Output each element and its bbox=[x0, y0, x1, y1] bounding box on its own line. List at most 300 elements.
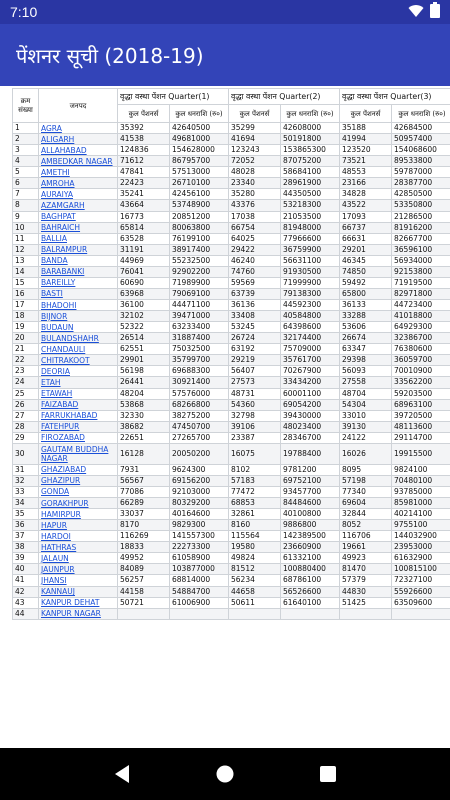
cell-pensioners-q2: 29219 bbox=[229, 355, 281, 366]
cell-serial: 43 bbox=[13, 597, 39, 608]
cell-pensioners-q1: 22651 bbox=[118, 432, 170, 443]
district-link[interactable]: KANNAUJ bbox=[41, 587, 75, 597]
table-row bbox=[13, 233, 450, 244]
table-row bbox=[13, 167, 450, 178]
home-icon[interactable] bbox=[210, 759, 240, 789]
cell-amount-q2: 44350500 bbox=[281, 189, 340, 200]
cell-pensioners-q1: 33037 bbox=[118, 509, 170, 520]
cell-pensioners-q2: 81512 bbox=[229, 564, 281, 575]
table-row bbox=[13, 156, 450, 167]
cell-pensioners-q3: 65800 bbox=[340, 288, 392, 299]
cell-amount-q1: 53748900 bbox=[170, 200, 229, 211]
cell-pensioners-q3: 29398 bbox=[340, 355, 392, 366]
cell-pensioners-q1: 63968 bbox=[118, 288, 170, 299]
cell-pensioners-q1: 48204 bbox=[118, 388, 170, 399]
cell-pensioners-q3: 53606 bbox=[340, 322, 392, 333]
district-link[interactable]: FAIZABAD bbox=[41, 400, 79, 410]
cell-pensioners-q2: 54360 bbox=[229, 399, 281, 410]
cell-amount-q1: 76199100 bbox=[170, 233, 229, 244]
status-bar bbox=[0, 0, 450, 24]
cell-pensioners-q1: 47841 bbox=[118, 167, 170, 178]
cell-amount-q1: 22273300 bbox=[170, 542, 229, 553]
cell-amount-q3: 42850500 bbox=[392, 189, 450, 200]
cell-amount-q3: 85981000 bbox=[392, 498, 450, 509]
district-link[interactable]: AMETHI bbox=[41, 167, 70, 177]
cell-amount-q3: 68963100 bbox=[392, 399, 450, 410]
cell-amount-q3: 40214100 bbox=[392, 509, 450, 520]
cell-pensioners-q3: 43522 bbox=[340, 200, 392, 211]
cell-amount-q3: 56934000 bbox=[392, 255, 450, 266]
cell-amount-q2: 93457700 bbox=[281, 486, 340, 497]
cell-pensioners-q3: 24122 bbox=[340, 432, 392, 443]
cell-amount-q3: 100815100 bbox=[392, 564, 450, 575]
cell-pensioners-q1: 71612 bbox=[118, 156, 170, 167]
district-link[interactable]: GHAZIPUR bbox=[41, 476, 81, 486]
cell-serial: 27 bbox=[13, 410, 39, 421]
cell-pensioners-q1: 7931 bbox=[118, 464, 170, 475]
cell-pensioners-q3: 33010 bbox=[340, 410, 392, 421]
table-row bbox=[13, 520, 450, 531]
cell-amount-q1: 44471100 bbox=[170, 300, 229, 311]
cell-amount-q2: 50191800 bbox=[281, 134, 340, 145]
cell-district bbox=[39, 233, 118, 244]
header-amount-q2: कुल धनराशि (रु०) bbox=[281, 105, 340, 123]
cell-pensioners-q1: 16128 bbox=[118, 443, 170, 464]
cell-pensioners-q3: 35188 bbox=[340, 123, 392, 134]
cell-pensioners-q1: 38682 bbox=[118, 421, 170, 432]
cell-pensioners-q3: 29201 bbox=[340, 244, 392, 255]
cell-pensioners-q1: 84089 bbox=[118, 564, 170, 575]
district-link[interactable]: AMBEDKAR NAGAR bbox=[41, 156, 113, 166]
cell-district bbox=[39, 575, 118, 586]
cell-serial: 44 bbox=[13, 608, 39, 619]
table-row bbox=[13, 475, 450, 486]
cell-pensioners-q2: 36136 bbox=[229, 300, 281, 311]
cell-pensioners-q1: 32330 bbox=[118, 410, 170, 421]
cell-amount-q3: 81916200 bbox=[392, 222, 450, 233]
cell-amount-q3: 44723400 bbox=[392, 300, 450, 311]
cell-pensioners-q2: 68853 bbox=[229, 498, 281, 509]
navigation-bar bbox=[0, 748, 450, 800]
app-bar bbox=[0, 24, 450, 86]
cell-pensioners-q2: 41694 bbox=[229, 134, 281, 145]
cell-pensioners-q1: 22423 bbox=[118, 178, 170, 189]
cell-pensioners-q2: 63739 bbox=[229, 288, 281, 299]
cell-amount-q1: 79069100 bbox=[170, 288, 229, 299]
table-row bbox=[13, 200, 450, 211]
cell-serial: 25 bbox=[13, 388, 39, 399]
cell-amount-q2: 87075200 bbox=[281, 156, 340, 167]
cell-district bbox=[39, 145, 118, 156]
district-link[interactable]: BALLIA bbox=[41, 234, 67, 244]
cell-pensioners-q3: 19661 bbox=[340, 542, 392, 553]
district-link[interactable]: CHANDAULI bbox=[41, 344, 86, 354]
table-row bbox=[13, 608, 450, 619]
cell-district bbox=[39, 366, 118, 377]
district-link[interactable]: BAREILLY bbox=[41, 278, 76, 288]
cell-serial: 15 bbox=[13, 277, 39, 288]
cell-pensioners-q2: 66754 bbox=[229, 222, 281, 233]
cell-amount-q3: 9755100 bbox=[392, 520, 450, 531]
cell-pensioners-q3: 69604 bbox=[340, 498, 392, 509]
cell-amount-q3: 32386700 bbox=[392, 333, 450, 344]
cell-pensioners-q2: 46240 bbox=[229, 255, 281, 266]
cell-amount-q1: 86795700 bbox=[170, 156, 229, 167]
cell-pensioners-q2: 59569 bbox=[229, 277, 281, 288]
cell-amount-q3: 21286500 bbox=[392, 211, 450, 222]
cell-pensioners-q3: 26674 bbox=[340, 333, 392, 344]
cell-pensioners-q3: 36133 bbox=[340, 300, 392, 311]
cell-pensioners-q2: 57183 bbox=[229, 475, 281, 486]
cell-pensioners-q1: 35392 bbox=[118, 123, 170, 134]
district-link[interactable]: FATEHPUR bbox=[41, 422, 80, 432]
cell-pensioners-q2: 123243 bbox=[229, 145, 281, 156]
cell-pensioners-q3: 8095 bbox=[340, 464, 392, 475]
cell-pensioners-q3: 17093 bbox=[340, 211, 392, 222]
cell-pensioners-q3: 34828 bbox=[340, 189, 392, 200]
cell-amount-q2: 9781200 bbox=[281, 464, 340, 475]
cell-district bbox=[39, 399, 118, 410]
cell-amount-q2: 19788400 bbox=[281, 443, 340, 464]
cell-district bbox=[39, 355, 118, 366]
cell-serial: 36 bbox=[13, 520, 39, 531]
cell-serial: 34 bbox=[13, 498, 39, 509]
table-row bbox=[13, 564, 450, 575]
cell-pensioners-q2: 43376 bbox=[229, 200, 281, 211]
cell-district bbox=[39, 377, 118, 388]
header-pensioners-q2: कुल पेंशनर्स bbox=[229, 105, 281, 123]
cell-district bbox=[39, 311, 118, 322]
cell-district bbox=[39, 410, 118, 421]
district-link[interactable]: BHADOHI bbox=[41, 300, 77, 310]
district-link[interactable]: KANPUR DEHAT bbox=[41, 598, 100, 608]
cell-district bbox=[39, 211, 118, 222]
cell-pensioners-q2: 17038 bbox=[229, 211, 281, 222]
cell-pensioners-q2: 27573 bbox=[229, 377, 281, 388]
cell-pensioners-q2: 35280 bbox=[229, 189, 281, 200]
wifi-icon bbox=[408, 3, 424, 22]
cell-pensioners-q3: 41994 bbox=[340, 134, 392, 145]
cell-amount-q1: 38275200 bbox=[170, 410, 229, 421]
table-row bbox=[13, 322, 450, 333]
cell-district bbox=[39, 123, 118, 134]
cell-pensioners-q1: 26514 bbox=[118, 333, 170, 344]
cell-pensioners-q2: 29422 bbox=[229, 244, 281, 255]
cell-district bbox=[39, 344, 118, 355]
cell-amount-q2: 61332100 bbox=[281, 553, 340, 564]
district-link[interactable]: ALLAHABAD bbox=[41, 145, 87, 155]
pensioner-table-container[interactable] bbox=[12, 88, 450, 620]
cell-district bbox=[39, 156, 118, 167]
header-pensioners-q1: कुल पेंशनर्स bbox=[118, 105, 170, 123]
cell-pensioners-q3: 46345 bbox=[340, 255, 392, 266]
district-link[interactable]: HARDOI bbox=[41, 531, 71, 541]
cell-serial: 3 bbox=[13, 145, 39, 156]
cell-district bbox=[39, 486, 118, 497]
cell-district bbox=[39, 531, 118, 542]
cell-pensioners-q2: 56407 bbox=[229, 366, 281, 377]
cell-serial: 17 bbox=[13, 300, 39, 311]
cell-serial: 22 bbox=[13, 355, 39, 366]
cell-pensioners-q3: 48704 bbox=[340, 388, 392, 399]
cell-amount-q3: 19915500 bbox=[392, 443, 450, 464]
cell-amount-q1: 55232500 bbox=[170, 255, 229, 266]
cell-pensioners-q1: 41538 bbox=[118, 134, 170, 145]
cell-amount-q3: 82971800 bbox=[392, 288, 450, 299]
table-row bbox=[13, 586, 450, 597]
cell-amount-q2: 56526600 bbox=[281, 586, 340, 597]
cell-amount-q1: 80329200 bbox=[170, 498, 229, 509]
status-icons bbox=[408, 2, 440, 22]
cell-district bbox=[39, 564, 118, 575]
cell-district bbox=[39, 288, 118, 299]
district-link[interactable]: FARRUKHABAD bbox=[41, 411, 98, 421]
cell-amount-q3: 33562200 bbox=[392, 377, 450, 388]
cell-amount-q3: 59787000 bbox=[392, 167, 450, 178]
cell-pensioners-q3: 48553 bbox=[340, 167, 392, 178]
cell-pensioners-q1: 62551 bbox=[118, 344, 170, 355]
cell-serial: 19 bbox=[13, 322, 39, 333]
table-row bbox=[13, 288, 450, 299]
district-link[interactable]: AZAMGARH bbox=[41, 200, 85, 210]
cell-pensioners-q1: 124836 bbox=[118, 145, 170, 156]
cell-district bbox=[39, 421, 118, 432]
cell-amount-q2: 58684100 bbox=[281, 167, 340, 178]
cell-serial: 16 bbox=[13, 288, 39, 299]
header-serial: क्रम संख्या bbox=[13, 89, 39, 123]
cell-district bbox=[39, 178, 118, 189]
district-link[interactable]: JALAUN bbox=[41, 553, 69, 563]
district-link[interactable]: BULANDSHAHR bbox=[41, 333, 99, 343]
cell-district bbox=[39, 443, 118, 464]
cell-serial: 4 bbox=[13, 156, 39, 167]
cell-district bbox=[39, 542, 118, 553]
district-link[interactable]: BUDAUN bbox=[41, 322, 74, 332]
cell-district bbox=[39, 322, 118, 333]
cell-district bbox=[39, 189, 118, 200]
cell-pensioners-q1: 44158 bbox=[118, 586, 170, 597]
cell-amount-q2: 60001100 bbox=[281, 388, 340, 399]
cell-district bbox=[39, 553, 118, 564]
recents-icon[interactable] bbox=[313, 759, 343, 789]
cell-amount-q3: 92153800 bbox=[392, 266, 450, 277]
cell-serial: 14 bbox=[13, 266, 39, 277]
table-row bbox=[13, 311, 450, 322]
district-link[interactable]: BASTI bbox=[41, 289, 63, 299]
cell-amount-q3: 28387700 bbox=[392, 178, 450, 189]
cell-amount-q1: 57576000 bbox=[170, 388, 229, 399]
page-title: पेंशनर सूची (2018-19) bbox=[16, 43, 204, 68]
cell-pensioners-q3: 23166 bbox=[340, 178, 392, 189]
cell-amount-q3: 70010900 bbox=[392, 366, 450, 377]
district-link[interactable]: ALIGARH bbox=[41, 134, 75, 144]
cell-pensioners-q1: 52322 bbox=[118, 322, 170, 333]
district-link[interactable]: BANDA bbox=[41, 256, 68, 266]
cell-amount-q3: 29114700 bbox=[392, 432, 450, 443]
cell-amount-q1: 30921400 bbox=[170, 377, 229, 388]
district-link[interactable]: AGRA bbox=[41, 123, 62, 133]
cell-serial: 6 bbox=[13, 178, 39, 189]
header-amount-q3: कुल धनराशि (रु०) bbox=[392, 105, 450, 123]
cell-amount-q3: 71919500 bbox=[392, 277, 450, 288]
cell-pensioners-q3: 44830 bbox=[340, 586, 392, 597]
cell-pensioners-q1: 76041 bbox=[118, 266, 170, 277]
cell-amount-q3: 63509600 bbox=[392, 597, 450, 608]
district-link[interactable]: ETAH bbox=[41, 377, 61, 387]
cell-pensioners-q3: 123520 bbox=[340, 145, 392, 156]
table-row bbox=[13, 300, 450, 311]
cell-amount-q2: 75709000 bbox=[281, 344, 340, 355]
table-row bbox=[13, 377, 450, 388]
table-row bbox=[13, 464, 450, 475]
district-link[interactable]: HAPUR bbox=[41, 520, 67, 530]
cell-amount-q3: 9824100 bbox=[392, 464, 450, 475]
cell-amount-q3: 93785000 bbox=[392, 486, 450, 497]
cell-pensioners-q1: 49952 bbox=[118, 553, 170, 564]
cell-pensioners-q2: 74760 bbox=[229, 266, 281, 277]
cell-pensioners-q1: 8170 bbox=[118, 520, 170, 531]
cell-amount-q1: 92902200 bbox=[170, 266, 229, 277]
cell-amount-q1: 154628000 bbox=[170, 145, 229, 156]
cell-amount-q1: 92103000 bbox=[170, 486, 229, 497]
header-district: जनपद bbox=[39, 89, 118, 123]
cell-serial: 40 bbox=[13, 564, 39, 575]
district-link[interactable]: CHITRAKOOT bbox=[41, 355, 90, 365]
cell-pensioners-q2: 63192 bbox=[229, 344, 281, 355]
cell-serial: 18 bbox=[13, 311, 39, 322]
table-row bbox=[13, 553, 450, 564]
cell-amount-q2: 100880400 bbox=[281, 564, 340, 575]
district-link[interactable]: GORAKHPUR bbox=[41, 498, 89, 508]
back-icon[interactable] bbox=[107, 759, 137, 789]
district-link[interactable]: DEORIA bbox=[41, 366, 70, 376]
cell-amount-q3: 144032900 bbox=[392, 531, 450, 542]
district-link[interactable]: HATHRAS bbox=[41, 542, 77, 552]
district-link[interactable]: BIJNOR bbox=[41, 311, 68, 321]
cell-serial: 39 bbox=[13, 553, 39, 564]
table-row bbox=[13, 189, 450, 200]
cell-district bbox=[39, 200, 118, 211]
cell-pensioners-q3: 74850 bbox=[340, 266, 392, 277]
cell-amount-q3: 42684500 bbox=[392, 123, 450, 134]
cell-pensioners-q2: 35299 bbox=[229, 123, 281, 134]
cell-pensioners-q1: 44969 bbox=[118, 255, 170, 266]
district-link[interactable]: AMROHA bbox=[41, 178, 75, 188]
table-row bbox=[13, 222, 450, 233]
cell-pensioners-q3: 57379 bbox=[340, 575, 392, 586]
cell-pensioners-q1: 16773 bbox=[118, 211, 170, 222]
cell-amount-q2: 81948000 bbox=[281, 222, 340, 233]
table-row bbox=[13, 421, 450, 432]
table-row bbox=[13, 542, 450, 553]
district-link[interactable]: AURAIYA bbox=[41, 189, 73, 199]
district-link[interactable]: KANPUR NAGAR bbox=[41, 609, 101, 619]
table-row bbox=[13, 443, 450, 464]
cell-pensioners-q2: 48731 bbox=[229, 388, 281, 399]
cell-amount-q3: 76380600 bbox=[392, 344, 450, 355]
cell-pensioners-q3: 51425 bbox=[340, 597, 392, 608]
district-link[interactable]: BALRAMPUR bbox=[41, 245, 88, 255]
cell-amount-q1: 27265700 bbox=[170, 432, 229, 443]
cell-district bbox=[39, 498, 118, 509]
cell-amount-q2: 71999900 bbox=[281, 277, 340, 288]
cell-pensioners-q1: 53868 bbox=[118, 399, 170, 410]
cell-district bbox=[39, 388, 118, 399]
table-row bbox=[13, 575, 450, 586]
table-body bbox=[13, 123, 450, 620]
cell-serial: 10 bbox=[13, 222, 39, 233]
cell-amount-q2: 21053500 bbox=[281, 211, 340, 222]
cell-serial: 41 bbox=[13, 575, 39, 586]
cell-amount-q1: 47450700 bbox=[170, 421, 229, 432]
cell-amount-q3: 53350800 bbox=[392, 200, 450, 211]
header-quarter-2: वृद्धा वस्था पेंशन Quarter(2) bbox=[229, 89, 340, 105]
district-link[interactable]: JHANSI bbox=[41, 575, 67, 585]
cell-amount-q1: 69156200 bbox=[170, 475, 229, 486]
district-link[interactable]: FIROZABAD bbox=[41, 433, 85, 443]
cell-pensioners-q1: 56257 bbox=[118, 575, 170, 586]
cell-serial: 29 bbox=[13, 432, 39, 443]
cell-amount-q2: 23660900 bbox=[281, 542, 340, 553]
cell-pensioners-q2: 8102 bbox=[229, 464, 281, 475]
cell-amount-q1: 31887400 bbox=[170, 333, 229, 344]
cell-amount-q1: 141557300 bbox=[170, 531, 229, 542]
table-row bbox=[13, 277, 450, 288]
cell-serial: 8 bbox=[13, 200, 39, 211]
district-link[interactable]: BARABANKI bbox=[41, 267, 85, 277]
cell-pensioners-q1 bbox=[118, 608, 170, 619]
district-link[interactable]: HAMIRPUR bbox=[41, 509, 81, 519]
table-row bbox=[13, 355, 450, 366]
district-link[interactable]: JAUNPUR bbox=[41, 564, 75, 574]
cell-pensioners-q2: 23340 bbox=[229, 178, 281, 189]
district-link[interactable]: GHAZIABAD bbox=[41, 465, 87, 475]
cell-district bbox=[39, 300, 118, 311]
district-link[interactable]: BAGHPAT bbox=[41, 212, 76, 222]
cell-amount-q3: 48113600 bbox=[392, 421, 450, 432]
cell-amount-q1: 69688300 bbox=[170, 366, 229, 377]
cell-amount-q3: 64929300 bbox=[392, 322, 450, 333]
cell-pensioners-q3: 63347 bbox=[340, 344, 392, 355]
table-row bbox=[13, 597, 450, 608]
cell-amount-q2: 77966600 bbox=[281, 233, 340, 244]
cell-serial: 5 bbox=[13, 167, 39, 178]
cell-amount-q2: 69054200 bbox=[281, 399, 340, 410]
cell-pensioners-q1: 66289 bbox=[118, 498, 170, 509]
district-link[interactable]: ETAWAH bbox=[41, 389, 73, 399]
header-pensioners-q3: कुल पेंशनर्स bbox=[340, 105, 392, 123]
cell-district bbox=[39, 464, 118, 475]
district-link[interactable]: GAUTAM BUDDHA NAGAR bbox=[41, 444, 109, 463]
cell-amount-q1: 38917400 bbox=[170, 244, 229, 255]
table-row bbox=[13, 531, 450, 542]
content-area[interactable] bbox=[0, 86, 450, 748]
cell-amount-q2: 32174400 bbox=[281, 333, 340, 344]
cell-serial: 35 bbox=[13, 509, 39, 520]
cell-district bbox=[39, 277, 118, 288]
cell-pensioners-q3: 56093 bbox=[340, 366, 392, 377]
district-link[interactable]: BAHRAICH bbox=[41, 223, 81, 233]
cell-amount-q3: 61632900 bbox=[392, 553, 450, 564]
district-link[interactable]: GONDA bbox=[41, 487, 70, 497]
cell-amount-q1: 9624300 bbox=[170, 464, 229, 475]
cell-pensioners-q1: 65814 bbox=[118, 222, 170, 233]
cell-amount-q2: 53218300 bbox=[281, 200, 340, 211]
cell-district bbox=[39, 244, 118, 255]
cell-amount-q3: 36059700 bbox=[392, 355, 450, 366]
cell-pensioners-q1: 56567 bbox=[118, 475, 170, 486]
cell-amount-q1: 68814000 bbox=[170, 575, 229, 586]
